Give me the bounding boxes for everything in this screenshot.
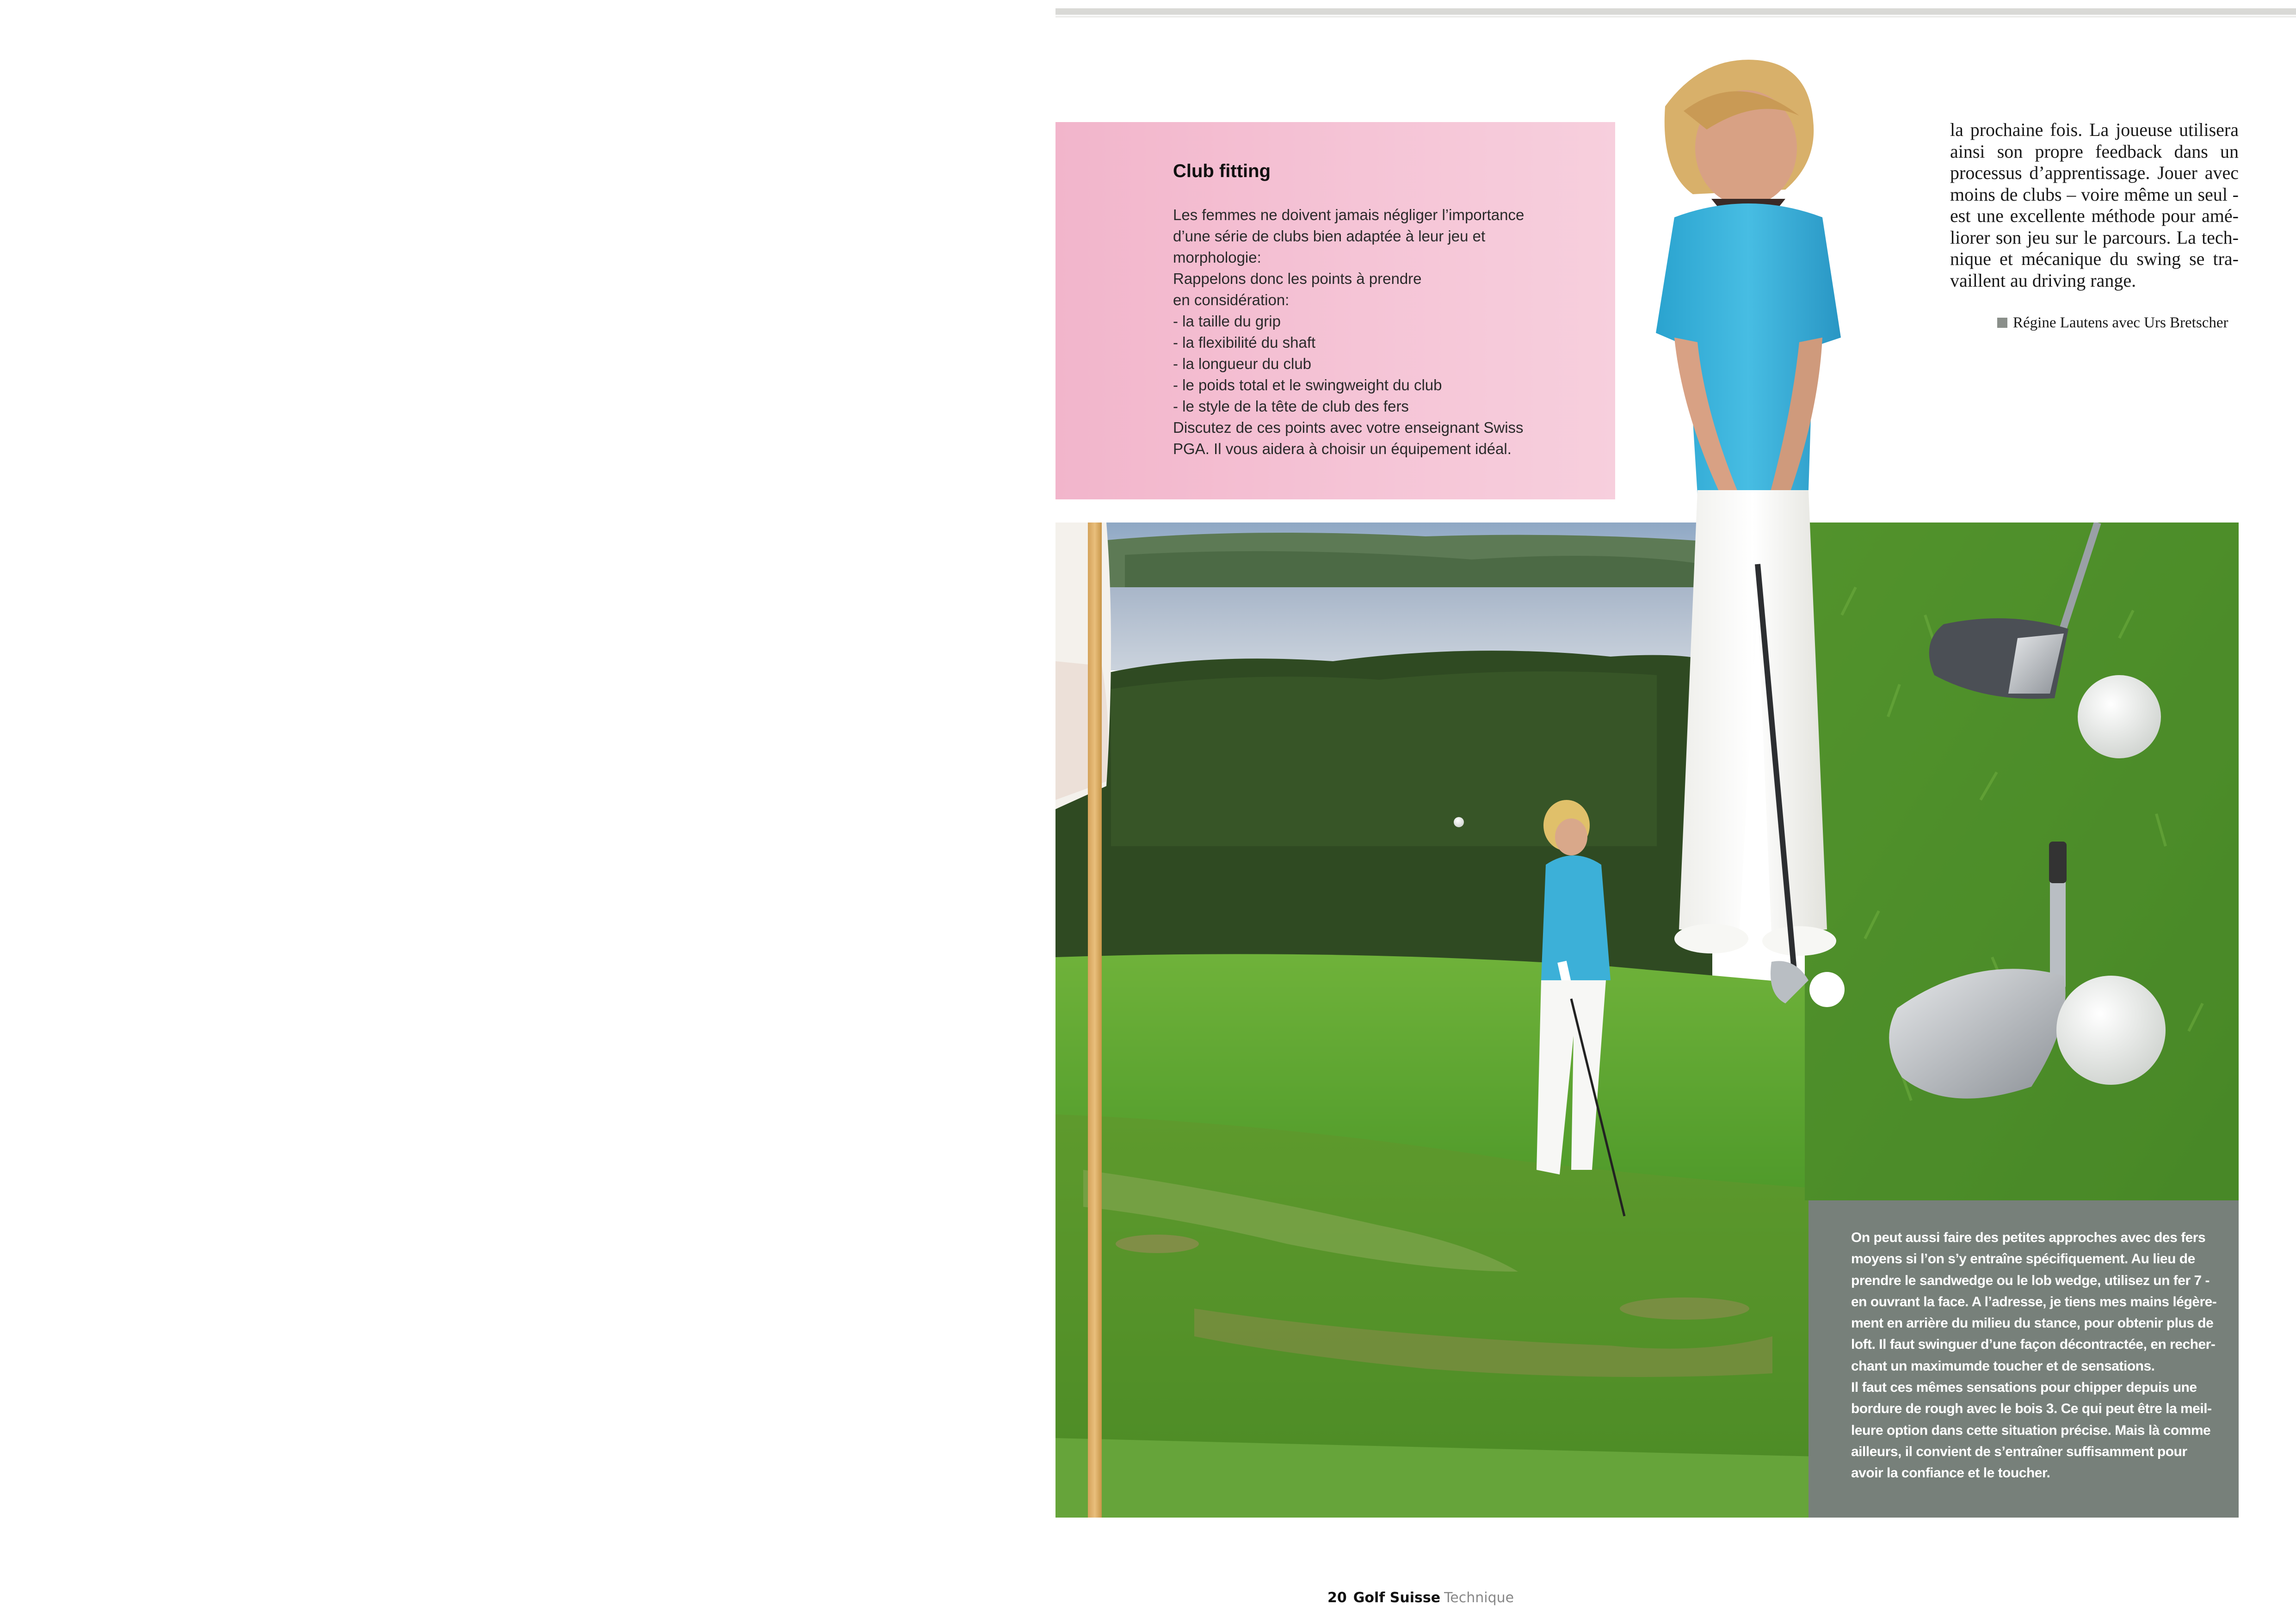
section-name: Technique [1444,1590,1514,1606]
square-bullet-icon [1997,318,2007,328]
article-line: la prochaine fois. La joueuse utilisera [1950,119,2239,140]
caption-line: On peut aussi faire des petites approches avec des fers [1851,1230,2206,1245]
caption-line: moyens si l’on s’y entraîne spécifiquement. Au lieu de [1851,1251,2195,1267]
club-fitting-line: PGA. Il vous aidera à choisir un équipement idéal. [1173,440,1512,457]
magazine-name: Golf Suisse [1353,1590,1441,1606]
article-line: est une excellente méthode pour amé- [1950,205,2239,226]
article-text [1950,119,2239,291]
article-line: nique et mécanique du swing se tra- [1950,248,2239,269]
caption-line: bordure de rough avec le bois 3. Ce qui peut être la meil- [1851,1401,2212,1417]
byline [1997,314,2228,332]
caption-line: leure option dans cette situation précise. Mais là comme [1851,1422,2211,1438]
club-fitting-body [1173,204,1589,460]
club-fitting-title: Club fitting [1173,161,1271,181]
club-fitting-box [1055,122,1615,499]
article-line: ainsi son propre feedback dans un [1950,141,2239,162]
caption-line: Il faut ces mêmes sensations pour chipper depuis une [1851,1380,2197,1396]
article-line: moins de clubs – voire même un seul - [1950,184,2239,205]
caption-line: loft. Il faut swinguer d’une façon décontractée, en recher- [1851,1337,2216,1352]
byline-text: Régine Lautens avec Urs Bretscher [2013,314,2228,331]
club-fitting-line: Discutez de ces points avec votre enseignant Swiss [1173,419,1524,436]
caption-line: en ouvrant la face. A l’adresse, je tiens mes mains légère- [1851,1294,2217,1309]
club-fitting-line: d’une série de clubs bien adaptée à leur jeu et [1173,227,1486,245]
club-fitting-list-item: - le style de la tête de club des fers [1173,398,1409,415]
golfer-address-photo [1647,51,1933,1022]
top-rule-secondary [1055,16,2296,18]
club-fitting-line: morphologie: [1173,249,1261,266]
club-fitting-line: Rappelons donc les points à prendre [1173,270,1422,287]
article-line: vaillent au driving range. [1950,270,2136,291]
photo-caption-box [1808,1200,2239,1518]
club-fitting-line: en considération: [1173,291,1290,308]
club-fitting-line: Les femmes ne doivent jamais négliger l’importance [1173,206,1524,223]
caption-line: ailleurs, il convient de s’entraîner suffisamment pour [1851,1444,2187,1459]
article-line: liorer son jeu sur le parcours. La tech- [1950,227,2239,248]
caption-line: ment en arrière du milieu du stance, pour obtenir plus de [1851,1316,2214,1331]
page-number: 20 [1327,1590,1347,1606]
club-fitting-list-item: - la longueur du club [1173,355,1312,372]
article-line: processus d’apprentissage. Jouer avec [1950,162,2239,183]
top-rule [1055,8,2296,15]
caption-line: avoir la confiance et le toucher. [1851,1465,2050,1481]
photo-caption-text [1851,1227,2217,1484]
caption-line: chant un maximumde toucher et de sensations. [1851,1358,2155,1374]
caption-line: prendre le sandwedge ou le lob wedge, utilisez un fer 7 - [1851,1273,2210,1288]
page-footer [1327,1590,1514,1606]
club-fitting-list-item: - la taille du grip [1173,313,1281,330]
club-fitting-list-item: - la flexibilité du shaft [1173,334,1316,351]
club-fitting-list-item: - le poids total et le swingweight du club [1173,376,1442,393]
